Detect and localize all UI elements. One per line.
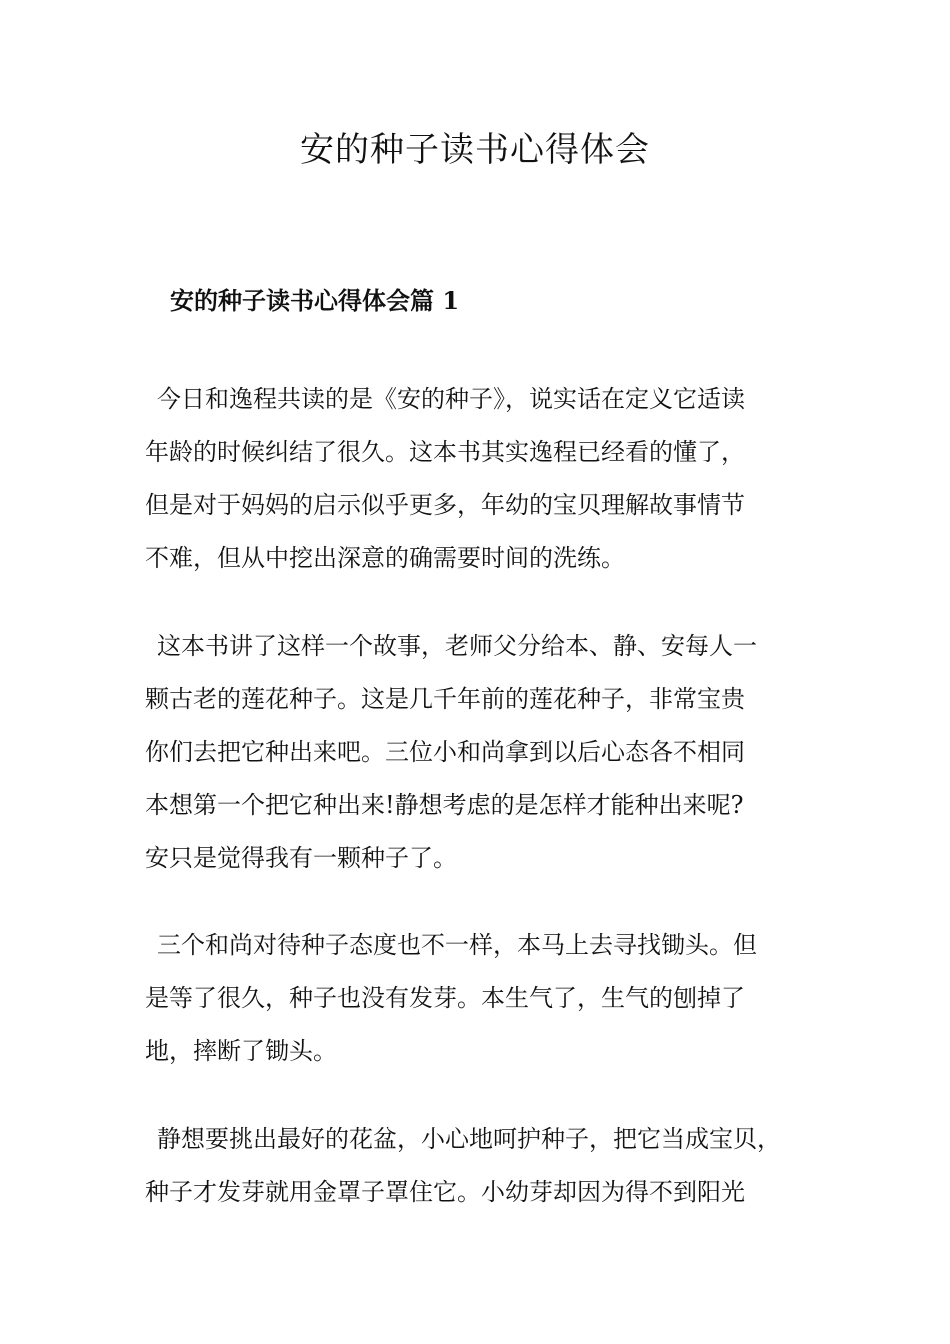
paragraph-1 [145, 373, 825, 585]
paragraph-line: 年龄的时候纠结了很久。这本书其实逸程已经看的懂了， [145, 438, 745, 466]
paragraph-line: 今日和逸程共读的是《安的种子》，说实话在定义它适读 [157, 385, 745, 413]
section-heading: 安的种子读书心得体会篇 1 [170, 286, 460, 315]
document-title: 安的种子读书心得体会 [300, 130, 650, 170]
paragraph-line: 地，摔断了锄头。 [145, 1037, 337, 1065]
paragraph-line: 但是对于妈妈的启示似乎更多，年幼的宝贝理解故事情节 [145, 491, 745, 519]
paragraph-line: 颗古老的莲花种子。这是几千年前的莲花种子，非常宝贵 [145, 685, 745, 713]
paragraph-line: 不难，但从中挖出深意的确需要时间的洗练。 [145, 544, 625, 572]
paragraph-2 [145, 620, 825, 885]
paragraph-line: 静想要挑出最好的花盆，小心地呵护种子，把它当成宝贝， [157, 1125, 781, 1153]
paragraph-line: 本想第一个把它种出来!静想考虑的是怎样才能种出来呢? [145, 791, 744, 819]
paragraph-line: 这本书讲了这样一个故事，老师父分给本、静、安每人一 [157, 632, 757, 660]
paragraph-line: 种子才发芽就用金罩子罩住它。小幼芽却因为得不到阳光 [145, 1178, 745, 1206]
paragraph-4 [145, 1113, 825, 1219]
paragraph-line: 你们去把它种出来吧。三位小和尚拿到以后心态各不相同 [145, 738, 745, 766]
paragraph-3 [145, 919, 825, 1078]
paragraph-line: 三个和尚对待种子态度也不一样，本马上去寻找锄头。但 [157, 931, 757, 959]
paragraph-line: 是等了很久，种子也没有发芽。本生气了，生气的刨掉了 [145, 984, 745, 1012]
paragraph-line: 安只是觉得我有一颗种子了。 [145, 844, 457, 872]
